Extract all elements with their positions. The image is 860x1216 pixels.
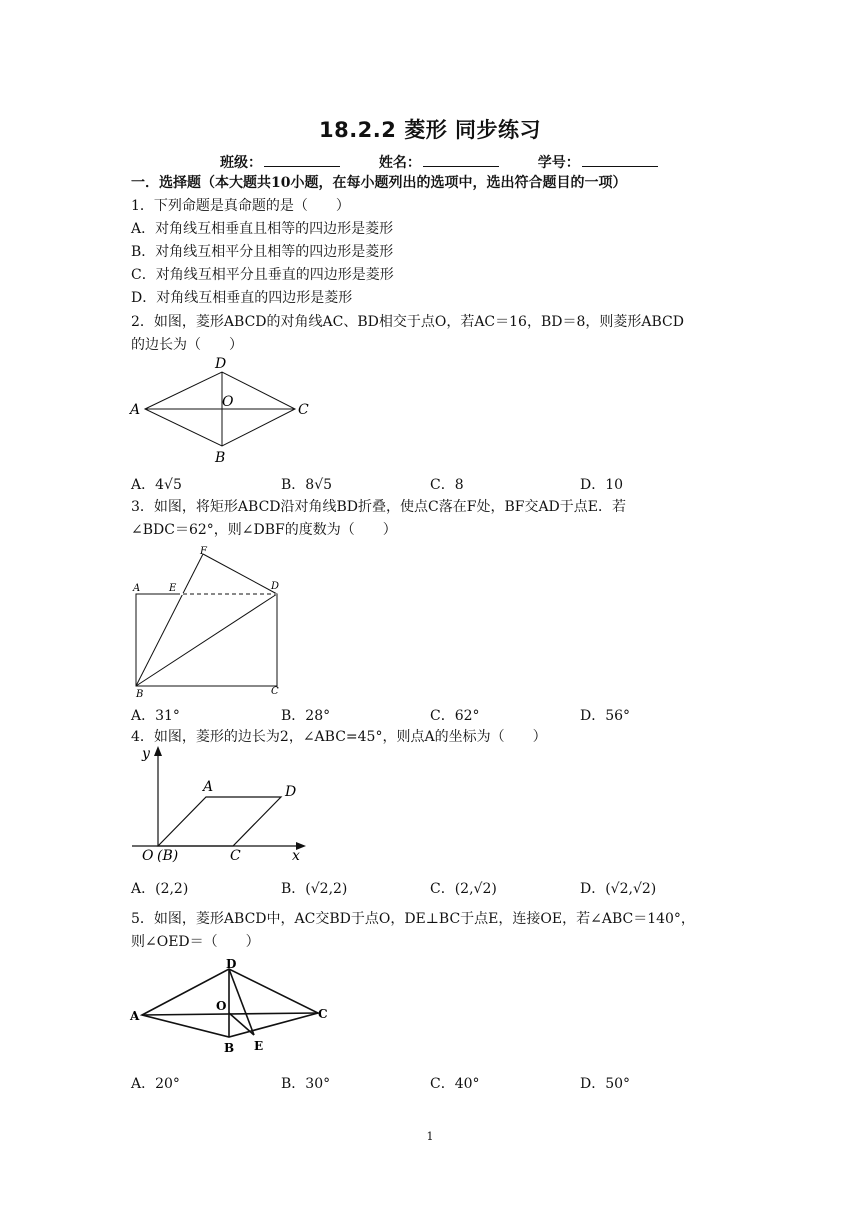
page-number: 1 bbox=[426, 1130, 434, 1143]
q1-option-b: B．对角线互相平分且相等的四边形是菱形 bbox=[131, 244, 394, 260]
q3-label-a: A bbox=[133, 583, 141, 594]
q2-option-a: A．4√5 bbox=[131, 477, 182, 493]
q3-label-b: B bbox=[136, 689, 144, 700]
q4-option-c: C．(2,√2) bbox=[430, 881, 497, 897]
q5-option-b: B．30° bbox=[281, 1076, 331, 1092]
q5-option-d: D．50° bbox=[580, 1076, 631, 1092]
q5-label-o: O bbox=[216, 999, 227, 1013]
q4-label-x: x bbox=[292, 848, 300, 864]
q3-label-d: D bbox=[271, 581, 280, 592]
q4-option-a: A．(2,2) bbox=[131, 881, 189, 897]
name-label: 姓名： bbox=[378, 155, 421, 171]
q2-label-o: O bbox=[222, 394, 234, 410]
q2-stem-line1: 2．如图，菱形ABCD的对角线AC、BD相交于点O，若AC＝16，BD＝8，则菱形ABCD bbox=[131, 314, 684, 330]
q4-option-d: D．(√2,√2) bbox=[580, 881, 657, 897]
q5-option-c: C．40° bbox=[430, 1076, 480, 1092]
q5-option-a: A．20° bbox=[131, 1076, 180, 1092]
q3-option-b: B．28° bbox=[281, 708, 331, 724]
q2-label-d: D bbox=[215, 356, 227, 372]
q1-option-a: A．对角线互相垂直且相等的四边形是菱形 bbox=[131, 221, 394, 237]
q5-rhombus-figure bbox=[128, 955, 338, 1067]
class-blank[interactable] bbox=[264, 154, 340, 167]
name-blank[interactable] bbox=[423, 154, 499, 167]
q5-label-d: D bbox=[226, 957, 237, 971]
q2-option-d: D．10 bbox=[580, 477, 624, 493]
q4-label-c: C bbox=[230, 848, 241, 864]
q5-stem-line1: 5．如图，菱形ABCD中，AC交BD于点O，DE⊥BC于点E，连接OE，若∠ABC＝140°， bbox=[131, 911, 695, 927]
q3-option-a: A．31° bbox=[131, 708, 180, 724]
q5-label-b: B bbox=[224, 1041, 235, 1055]
q3-option-c: C．62° bbox=[430, 708, 480, 724]
q3-stem-line2: ∠BDC＝62°，则∠DBF的度数为（ ） bbox=[131, 522, 397, 538]
class-field bbox=[220, 152, 340, 172]
q5-stem-line2: 则∠OED＝（ ） bbox=[131, 934, 260, 950]
q2-label-c: C bbox=[298, 402, 309, 418]
id-field bbox=[538, 152, 658, 172]
q3-label-f: F bbox=[200, 546, 207, 557]
q2-rhombus-figure bbox=[125, 352, 325, 468]
student-info bbox=[220, 152, 692, 172]
q2-option-c: C．8 bbox=[430, 477, 464, 493]
q3-stem-line1: 3．如图，将矩形ABCD沿对角线BD折叠，使点C落在F处，BF交AD于点E．若 bbox=[131, 499, 626, 515]
class-label: 班级： bbox=[220, 155, 262, 171]
q5-label-c: C bbox=[318, 1007, 328, 1021]
q4-label-b: (B) bbox=[157, 848, 179, 864]
q3-rectangle-figure bbox=[128, 544, 293, 700]
q4-coordinate-figure bbox=[128, 744, 318, 866]
q1-option-c: C．对角线互相平分且垂直的四边形是菱形 bbox=[131, 267, 394, 283]
q4-label-a: A bbox=[203, 779, 214, 795]
q3-option-d: D．56° bbox=[580, 708, 631, 724]
q3-label-c: C bbox=[271, 686, 279, 697]
q2-label-b: B bbox=[215, 450, 226, 466]
q3-label-e: E bbox=[169, 583, 177, 594]
q5-label-e: E bbox=[254, 1039, 264, 1053]
q1-option-d: D．对角线互相垂直的四边形是菱形 bbox=[131, 290, 353, 306]
q2-option-b: B．8√5 bbox=[281, 477, 333, 493]
id-label: 学号： bbox=[537, 155, 580, 171]
q2-label-a: A bbox=[130, 402, 141, 418]
name-field bbox=[379, 152, 499, 172]
section-heading: 一．选择题（本大题共10小题，在每小题列出的选项中，选出符合题目的一项） bbox=[131, 175, 627, 191]
q1-stem: 1．下列命题是真命题的是（ ） bbox=[131, 198, 350, 214]
q4-stem: 4．如图，菱形的边长为2，∠ABC=45°，则点A的坐标为（ ） bbox=[131, 729, 547, 745]
id-blank[interactable] bbox=[582, 154, 658, 167]
q5-label-a: A bbox=[130, 1009, 140, 1023]
q4-label-o: O bbox=[142, 848, 154, 864]
q4-option-b: B．(√2,2) bbox=[281, 881, 348, 897]
q4-label-d: D bbox=[285, 784, 297, 800]
q4-label-y: y bbox=[142, 746, 150, 762]
page-title: 18.2.2 菱形 同步练习 bbox=[318, 118, 542, 142]
q2-stem-line2: 的边长为（ ） bbox=[131, 337, 243, 353]
